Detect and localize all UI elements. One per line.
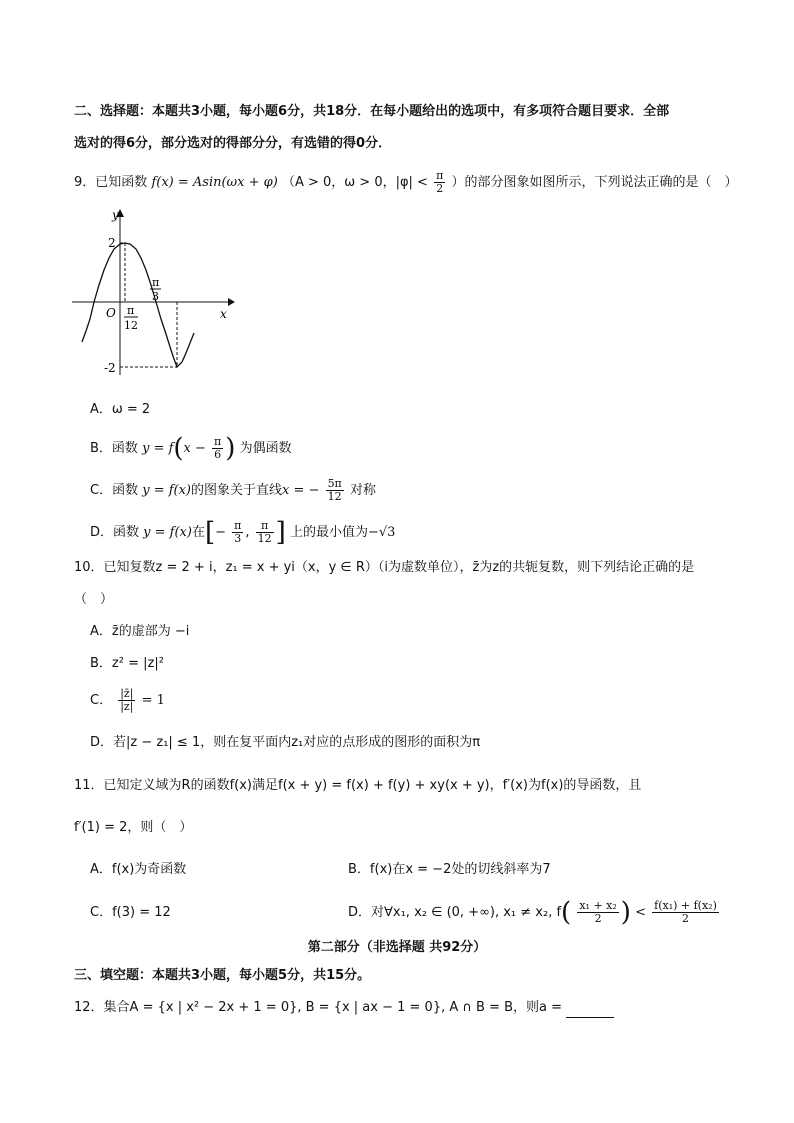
section-heading-cont: 选对的得6分，部分选对的得部分分，有选错的得0分． [74,136,392,151]
q10-stem-cont: （ ） [74,592,114,607]
q11-stem: 11．已知定义域为R的函数f(x)满足f(x + y) = f(x) + f(y) + xy(x + y)，f′(x)为f(x)的导函数，且 [74,778,642,793]
q10-option-d: D．若|z − z₁| ≤ 1，则在复平面内z₁对应的点形成的图形的面积为π [90,735,481,750]
q10-stem: 10．已知复数z = 2 + i，z₁ = x + yi（x，y ∈ R）（i为虚数单位），z̄为z的共轭复数，则下列结论正确的是 [74,560,695,575]
q9-option-b: B．函数 y = f(x − $\frac{\pi}{6}$ ) 为偶函数 [90,433,292,464]
tick-pi-3-den: 3 [152,290,159,303]
q10-option-b: B．z² = |z|² [90,656,164,671]
q11-stem-cont: f′(1) = 2，则（ ） [74,820,193,835]
q9-graph [60,205,240,385]
tick-pi-12-num: π [127,304,135,317]
q11-option-a: A．f(x)为奇函数 [90,862,187,877]
q9-option-a: A．ω = 2 [90,402,151,417]
answer-blank[interactable] [566,1003,614,1018]
origin-label: O [106,306,116,320]
ymax-label: 2 [108,236,116,250]
q11-option-c: C．f(3) = 12 [90,905,171,920]
q10-option-a: A．z̄的虚部为 −i [90,624,190,639]
ymin-label: -2 [104,361,116,375]
q11-option-b: B．f(x)在x = −2处的切线斜率为7 [348,862,551,877]
part2-title: 第二部分（非选择题 共92分） [307,940,487,955]
q9-stem: 9．已知函数 f(x) = Asin(ωx + φ) （A > 0，ω > 0，|φ| < $\frac{\pi}{2}$ ）的部分图象如图所示，下列说法正确的是（ ） [74,169,738,195]
q11-option-d: D．对∀x₁, x₂ ∈ (0, +∞), x₁ ≠ x₂, f( $\frac{\text{x₁ + x₂}}{2}$ ) < $\frac{\text{f(x₁) + f(x₂)}}{2}$ [348,897,717,928]
q12-stem: 12．集合A = {x | x² − 2x + 1 = 0}, B = {x | ax − 1 = 0}, A ∩ B = B，则a = [74,998,614,1018]
q9-option-c: C．函数 y = f(x)的图象关于直线x = − $\frac{5\pi}{12}$ 对称 [90,477,376,503]
q10-option-c: C． $\frac{|z̄|}{|z|}$ = 1 [90,687,165,713]
y-axis-label: y [112,208,119,222]
section-heading: 二、选择题：本题共3小题，每小题6分，共18分．在每小题给出的选项中，有多项符合题目要求．全部 [74,104,670,119]
q9-option-d: D．函数 y = f(x)在[− $\frac{\pi}{3}$ , $\frac{\pi}{12}$ ] 上的最小值为−√3 [90,517,396,548]
section3-heading: 三、填空题：本题共3小题，每小题5分，共15分。 [74,968,371,983]
tick-pi-12-den: 12 [124,319,138,332]
x-axis-label: x [220,307,227,321]
tick-pi-3-num: π [152,276,160,289]
